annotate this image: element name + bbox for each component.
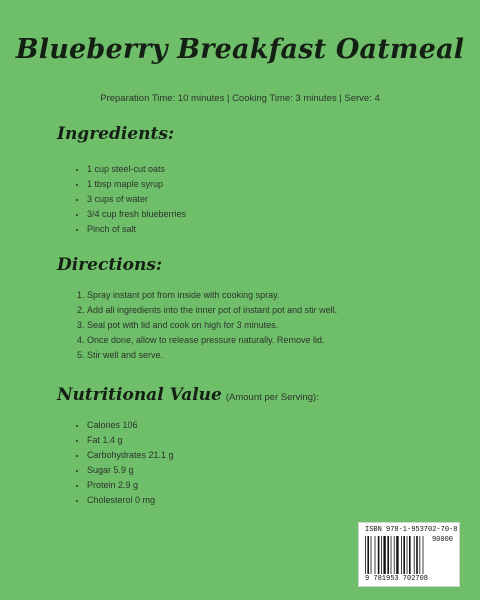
list-item: 4. Once done, allow to release pressure naturally. Remove lid. [87, 333, 337, 348]
list-item: • Carbohydrates 21.1 g [87, 448, 174, 463]
list-item: 3. Seal pot with lid and cook on high for 3 minutes. [87, 318, 337, 333]
list-item: • 1 tbsp maple syrup [87, 177, 186, 192]
recipe-meta: Preparation Time: 10 minutes | Cooking Time: 3 minutes | Serve: 4 [100, 93, 380, 104]
directions-list [72, 288, 337, 363]
list-item: • Protein 2.9 g [87, 478, 174, 493]
nutrition-heading-text: Nutritional Value [57, 385, 222, 405]
nutrition-subheading: (Amount per Serving): [225, 392, 319, 403]
nutrition-list [72, 418, 174, 508]
list-item: • 3 cups of water [87, 192, 186, 207]
list-item: 1. Spray instant pot from inside with cooking spray. [87, 288, 337, 303]
list-item: 2. Add all ingredients into the inner pot of instant pot and stir well. [87, 303, 337, 318]
list-item: • Pinch of salt [87, 222, 186, 237]
barcode-box [358, 522, 460, 587]
ingredients-list [72, 162, 186, 237]
list-item: • 1 cup steel-cut oats [87, 162, 186, 177]
list-item: • Calories 106 [87, 418, 174, 433]
list-item: 5. Stir well and serve. [87, 348, 337, 363]
isbn-text: ISBN 978-1-953702-70-8 [365, 526, 458, 534]
barcode-digits: 9 781953 702708 [365, 575, 429, 583]
directions-heading: Directions: [57, 255, 163, 275]
ingredients-heading: Ingredients: [57, 124, 175, 144]
list-item: • 3/4 cup fresh blueberries [87, 207, 186, 222]
list-item: • Sugar 5.9 g [87, 463, 174, 478]
recipe-title: Blueberry Breakfast Oatmeal [15, 34, 465, 65]
price-code: 90000 [431, 536, 453, 544]
list-item: • Cholesterol 0 mg [87, 493, 174, 508]
nutrition-heading [57, 385, 319, 405]
barcode-graphic [365, 536, 425, 574]
list-item: • Fat 1.4 g [87, 433, 174, 448]
